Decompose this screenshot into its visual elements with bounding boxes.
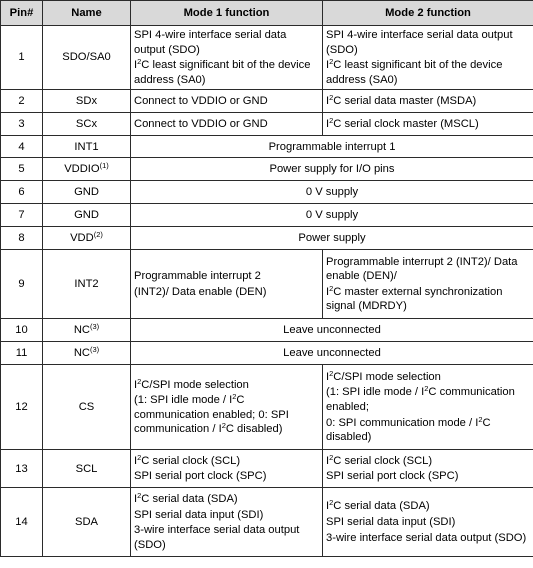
table-row — [1, 136, 533, 158]
shared-function: Power supply for I/O pins — [131, 158, 533, 181]
cell-line: 3-wire interface serial data output (SDO) — [134, 524, 300, 551]
pin-name: INT1 — [43, 136, 131, 158]
pin-name: NC$^{(3)}$ — [43, 319, 131, 342]
mode2-function — [323, 26, 533, 90]
pin-name: SDx — [43, 90, 131, 113]
mode2-function — [323, 365, 533, 450]
pin-number: 12 — [1, 365, 43, 450]
pin-name: GND — [43, 181, 131, 204]
mode2-function — [323, 250, 533, 319]
cell-line: SPI serial port clock (SPC) — [326, 470, 459, 483]
pin-number: 11 — [1, 342, 43, 365]
footnote-ref: (3) — [90, 345, 100, 355]
mode1-function: Connect to VDDIO or GND — [131, 90, 323, 113]
mode2-function: $I^2C$ serial data master (MSDA) — [323, 90, 533, 113]
shared-function: 0 V supply — [131, 204, 533, 227]
mode1-function — [131, 450, 323, 488]
cell-line: $I^2C$ master external synchronization signal (MDRDY) — [326, 283, 503, 313]
table-row — [1, 319, 533, 342]
mode1-function — [131, 250, 323, 319]
pin-number: 1 — [1, 26, 43, 90]
header-mode2: Mode 2 function — [323, 1, 533, 26]
cell-line: $I^2C$ serial clock (SCL) — [134, 452, 241, 467]
table-row — [1, 204, 533, 227]
footnote-ref: (2) — [93, 230, 103, 240]
pin-name: SDA — [43, 488, 131, 557]
cell-line: SPI serial data input (SDI) — [134, 508, 264, 521]
shared-function: Programmable interrupt 1 — [131, 136, 533, 158]
table-row — [1, 26, 533, 90]
cell-line: $I^2C$ least significant bit of the device address (SA0) — [326, 57, 503, 86]
table-row — [1, 90, 533, 113]
cell-line: Programmable interrupt 2 — [134, 270, 261, 283]
pin-name: INT2 — [43, 250, 131, 319]
pin-name: VDD$^{(2)}$ — [43, 227, 131, 250]
pin-number: 3 — [1, 113, 43, 136]
cell-line: Programmable interrupt 2 (INT2)/ Data enable (DEN)/ — [326, 255, 518, 283]
cell-line: $I^2C$/SPI mode selection — [134, 376, 249, 391]
mode1-function — [131, 365, 323, 450]
pin-number: 2 — [1, 90, 43, 113]
mode2-function: $I^2C$ serial clock master (MSCL) — [323, 113, 533, 136]
cell-line: $I^2C$ serial data (SDA) — [326, 498, 430, 513]
header-row — [1, 1, 533, 26]
shared-function: Leave unconnected — [131, 319, 533, 342]
pin-number: 4 — [1, 136, 43, 158]
cell-line: $I^2C$ serial data (SDA) — [134, 491, 238, 506]
pin-number: 7 — [1, 204, 43, 227]
table-row — [1, 158, 533, 181]
pin-number: 9 — [1, 250, 43, 319]
cell-line: 3-wire interface serial data output (SDO) — [326, 531, 527, 544]
mode2-function — [323, 488, 533, 557]
pin-number: 10 — [1, 319, 43, 342]
cell-line: (1: SPI idle mode / $I^2C$ communication enabled; — [326, 384, 515, 414]
cell-line: 0: SPI communication mode / $I^2C$ disabled) — [326, 414, 491, 444]
shared-function: Leave unconnected — [131, 342, 533, 365]
mode1-function: Connect to VDDIO or GND — [131, 113, 323, 136]
cell-line: $I^2C$ least significant bit of the device address (SA0) — [134, 57, 311, 86]
footnote-ref: (1) — [99, 161, 109, 171]
table-row — [1, 365, 533, 450]
shared-function: Power supply — [131, 227, 533, 250]
pin-name: SDO/SA0 — [43, 26, 131, 90]
mode1-function — [131, 26, 323, 90]
table-row — [1, 113, 533, 136]
pin-name: SCx — [43, 113, 131, 136]
pin-number: 5 — [1, 158, 43, 181]
cell-line: SPI 4-wire interface serial data output (SDO) — [326, 29, 513, 56]
table-row — [1, 342, 533, 365]
pin-number: 13 — [1, 450, 43, 488]
mode1-function — [131, 488, 323, 557]
header-name: Name — [43, 1, 131, 26]
pin-name: SCL — [43, 450, 131, 488]
cell-line: SPI serial data input (SDI) — [326, 516, 456, 529]
table-row — [1, 250, 533, 319]
cell-line: $I^2C$/SPI mode selection — [326, 368, 441, 383]
cell-line: (INT2)/ Data enable (DEN) — [134, 285, 267, 298]
pin-name: VDDIO$^{(1)}$ — [43, 158, 131, 181]
shared-function: 0 V supply — [131, 181, 533, 204]
table-row — [1, 488, 533, 557]
pin-name: NC$^{(3)}$ — [43, 342, 131, 365]
footnote-ref: (3) — [90, 322, 100, 332]
cell-line: SPI serial port clock (SPC) — [134, 470, 267, 483]
table-row — [1, 450, 533, 488]
cell-line: $I^2C$ serial clock (SCL) — [326, 452, 433, 467]
cell-line: SPI 4-wire interface serial data output (SDO) — [134, 29, 287, 56]
table-row — [1, 227, 533, 250]
mode2-function — [323, 450, 533, 488]
pin-number: 6 — [1, 181, 43, 204]
pin-name: CS — [43, 365, 131, 450]
header-mode1: Mode 1 function — [131, 1, 323, 26]
cell-line: (1: SPI idle mode / $I^2C$ communication enabled; 0: SPI communication / $I^2C$ disabled) — [134, 392, 289, 436]
pin-number: 8 — [1, 227, 43, 250]
header-pin: Pin# — [1, 1, 43, 26]
pin-name: GND — [43, 204, 131, 227]
pin-number: 14 — [1, 488, 43, 557]
table-row — [1, 181, 533, 204]
